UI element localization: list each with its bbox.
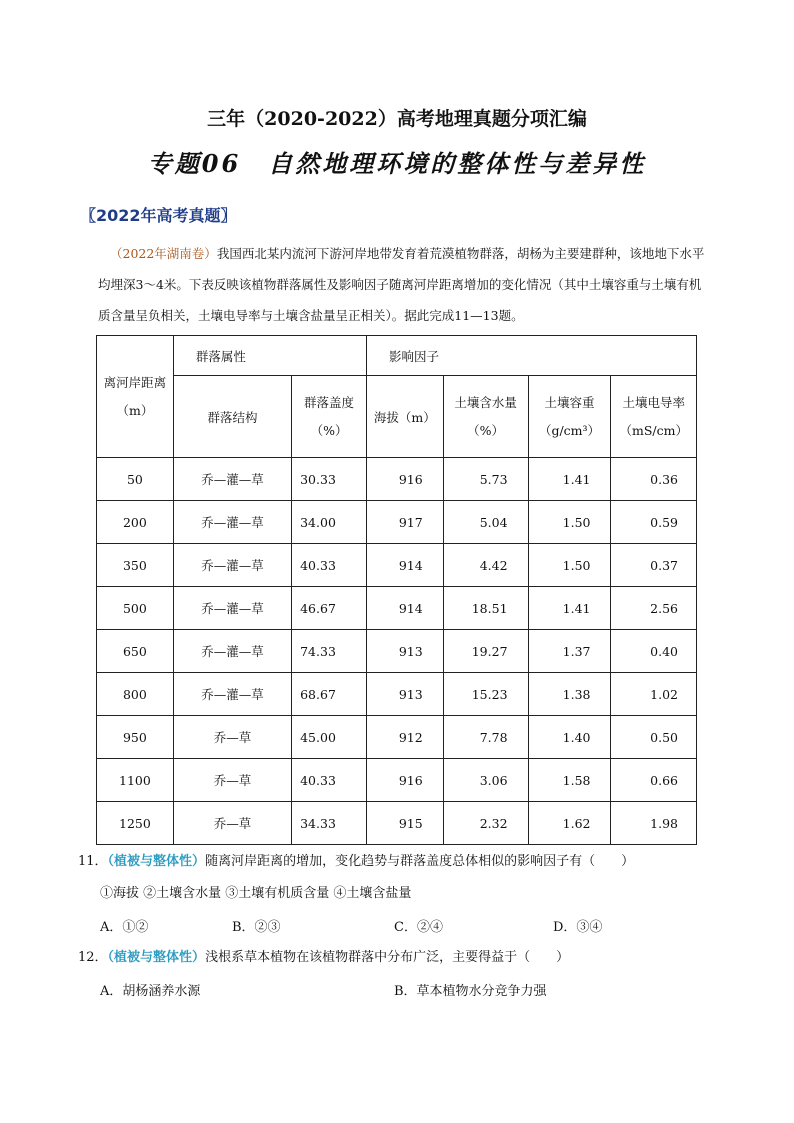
- table-cell: 200: [97, 501, 174, 544]
- table-cell: 3.06: [443, 759, 528, 802]
- table-cell: 68.67: [292, 673, 367, 716]
- intro-text: 我国西北某内流河下游河岸地带发育着荒漠植物群落，胡杨为主要建群种，该地地下水平均埋深3～4米。下表反映该植物群落属性及影响因子随离河岸距离增加的变化情况（其中土壤容重与土壤有机质含量呈负相关，土壤电导率与土壤含盐量呈正相关）。据此完成11—13题。: [98, 246, 705, 323]
- table-cell: 乔—灌—草: [173, 458, 291, 501]
- table-cell: 15.23: [443, 673, 528, 716]
- table-cell: 914: [366, 544, 443, 587]
- q11-items: ①海拔 ②土壤含水量 ③土壤有机质含量 ④土壤含盐量: [100, 886, 412, 901]
- table-cell: 50: [97, 458, 174, 501]
- table-row: [97, 501, 697, 544]
- table-cell: 1.50: [528, 501, 611, 544]
- q12-text: 浅根系草本植物在该植物群落中分布广泛，主要得益于（ ）: [205, 950, 570, 965]
- header-attributes: 群落属性: [173, 336, 366, 376]
- q12-option-a: A．胡杨涵养水源: [100, 984, 201, 999]
- q11-number: 11．: [78, 854, 108, 869]
- table-row: [97, 759, 697, 802]
- header-altitude: 海拔（m）: [366, 376, 443, 458]
- table-cell: 乔—灌—草: [173, 673, 291, 716]
- header-density: 土壤容重（g/cm³）: [528, 376, 611, 458]
- header-water: 土壤含水量（%）: [443, 376, 528, 458]
- table-cell: 34.33: [292, 802, 367, 845]
- header-distance: 离河岸距离（m）: [97, 336, 174, 458]
- q12-tag: （植被与整体性）: [107, 950, 206, 965]
- doc-subtitle: 专题06 自然地理环境的整体性与差异性: [147, 149, 647, 178]
- q11-option-a: A．①②: [100, 920, 149, 935]
- table-cell: 0.36: [611, 458, 697, 501]
- table-row: [97, 630, 697, 673]
- table-cell: 1.38: [528, 673, 611, 716]
- table-cell: 916: [366, 759, 443, 802]
- table-cell: 912: [366, 716, 443, 759]
- q11-option-d: D．③④: [553, 920, 603, 935]
- table-cell: 5.04: [443, 501, 528, 544]
- table-cell: 800: [97, 673, 174, 716]
- table-cell: 914: [366, 587, 443, 630]
- table-cell: 913: [366, 673, 443, 716]
- table-cell: 乔—灌—草: [173, 501, 291, 544]
- q11-text: 随离河岸距离的增加，变化趋势与群落盖度总体相似的影响因子有（ ）: [205, 854, 635, 869]
- table-cell: 1250: [97, 802, 174, 845]
- table-cell: 1.41: [528, 458, 611, 501]
- table-row: [97, 544, 697, 587]
- table-cell: 19.27: [443, 630, 528, 673]
- table-cell: 45.00: [292, 716, 367, 759]
- table-cell: 40.33: [292, 544, 367, 587]
- table-row: [97, 716, 697, 759]
- q11-option-c: C．②④: [394, 920, 443, 935]
- table-cell: 乔—草: [173, 802, 291, 845]
- table-cell: 1.40: [528, 716, 611, 759]
- table-cell: 74.33: [292, 630, 367, 673]
- table-cell: 1.62: [528, 802, 611, 845]
- table-cell: 650: [97, 630, 174, 673]
- table-cell: 乔—草: [173, 759, 291, 802]
- doc-title: 三年（2020-2022）高考地理真题分项汇编: [207, 108, 587, 130]
- table-cell: 0.40: [611, 630, 697, 673]
- table-cell: 乔—灌—草: [173, 544, 291, 587]
- intro-source: （2022年湖南卷）: [110, 246, 217, 261]
- header-conductivity: 土壤电导率（mS/cm）: [611, 376, 697, 458]
- table-cell: 46.67: [292, 587, 367, 630]
- table-cell: 1.50: [528, 544, 611, 587]
- q11-tag: （植被与整体性）: [107, 854, 206, 869]
- table-cell: 350: [97, 544, 174, 587]
- header-structure: 群落结构: [173, 376, 291, 458]
- question-12: [78, 946, 569, 965]
- data-table: [96, 335, 697, 845]
- question-11: [78, 850, 634, 869]
- table-cell: 乔—草: [173, 716, 291, 759]
- table-cell: 1100: [97, 759, 174, 802]
- section-label: 〖2022年高考真题〗: [80, 206, 237, 225]
- q11-option-b: B．②③: [232, 920, 281, 935]
- q12-option-b: B．草本植物水分竞争力强: [394, 984, 547, 999]
- table-cell: 1.41: [528, 587, 611, 630]
- header-cover: 群落盖度（%）: [292, 376, 367, 458]
- table-cell: 4.42: [443, 544, 528, 587]
- table-cell: 0.59: [611, 501, 697, 544]
- table-cell: 913: [366, 630, 443, 673]
- table-cell: 1.98: [611, 802, 697, 845]
- table-cell: 0.66: [611, 759, 697, 802]
- table-cell: 2.32: [443, 802, 528, 845]
- table-cell: 917: [366, 501, 443, 544]
- table-row: [97, 673, 697, 716]
- table-row: [97, 587, 697, 630]
- table-cell: 40.33: [292, 759, 367, 802]
- table-cell: 7.78: [443, 716, 528, 759]
- table-cell: 915: [366, 802, 443, 845]
- table-cell: 5.73: [443, 458, 528, 501]
- table-cell: 18.51: [443, 587, 528, 630]
- table-cell: 500: [97, 587, 174, 630]
- table-cell: 0.50: [611, 716, 697, 759]
- table-cell: 30.33: [292, 458, 367, 501]
- q12-number: 12．: [78, 950, 108, 965]
- header-factors: 影响因子: [366, 336, 696, 376]
- table-cell: 1.02: [611, 673, 697, 716]
- table-cell: 34.00: [292, 501, 367, 544]
- table-cell: 916: [366, 458, 443, 501]
- table-cell: 1.37: [528, 630, 611, 673]
- table-row: [97, 458, 697, 501]
- table-cell: 0.37: [611, 544, 697, 587]
- table-cell: 950: [97, 716, 174, 759]
- intro-paragraph: [98, 238, 712, 331]
- table-cell: 2.56: [611, 587, 697, 630]
- table-cell: 乔—灌—草: [173, 587, 291, 630]
- table-cell: 乔—灌—草: [173, 630, 291, 673]
- table-cell: 1.58: [528, 759, 611, 802]
- table-row: [97, 802, 697, 845]
